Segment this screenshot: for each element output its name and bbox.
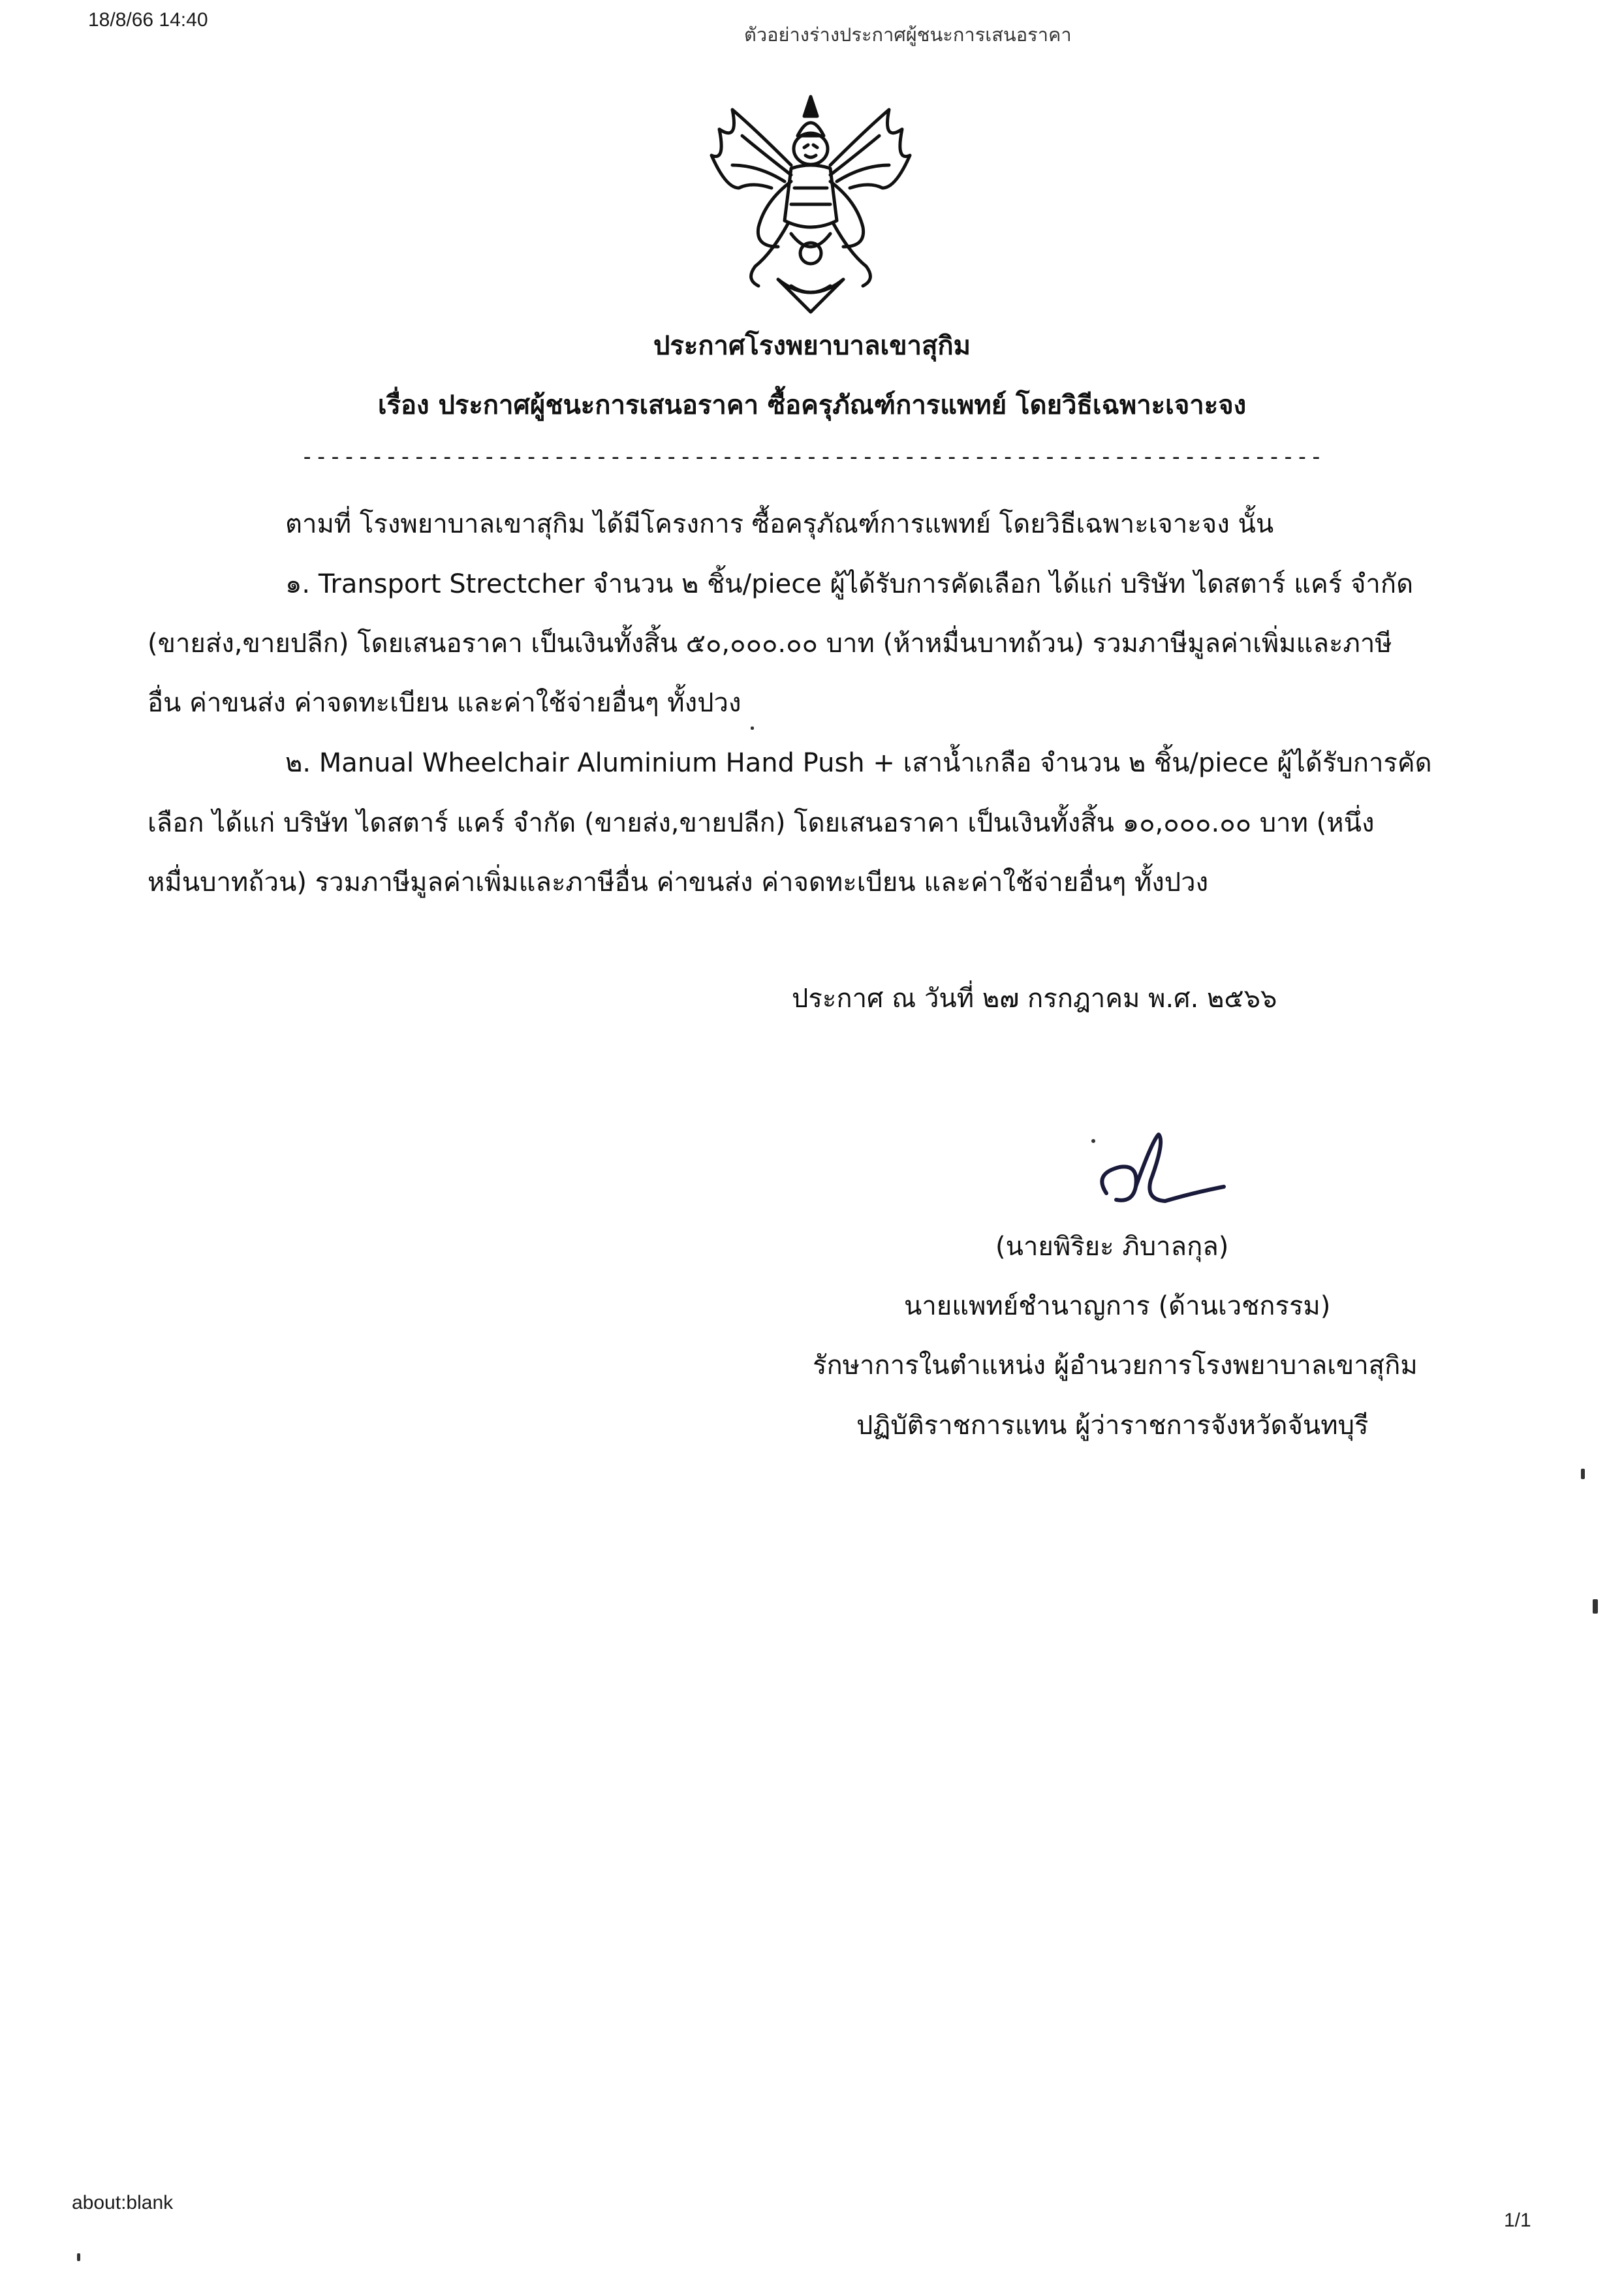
item1-line3: อื่น ค่าขนส่ง ค่าจดทะเบียน และค่าใช้จ่ายอื่นๆ ทั้งปวง	[148, 688, 742, 718]
scan-speck	[751, 727, 754, 730]
print-page-number: 1/1	[1504, 2210, 1531, 2231]
scan-speck	[77, 2253, 80, 2261]
item1-line2: (ขายส่ง,ขายปลีก) โดยเสนอราคา เป็นเงินทั้งสิ้น ๕๐,๐๐๐.๐๐ บาท (ห้าหมื่นบาทถ้วน) รวมภาษีมูลค่าเพิ่มและภาษี	[148, 629, 1392, 659]
signatory-position: นายแพทย์ชำนาญการ (ด้านเวชกรรม)	[904, 1291, 1331, 1321]
signatory-acting-position: รักษาการในตำแหน่ง ผู้อำนวยการโรงพยาบาลเขาสุกิม	[813, 1351, 1418, 1381]
item2-line3: หมื่นบาทถ้วน) รวมภาษีมูลค่าเพิ่มและภาษีอื่น ค่าขนส่ง ค่าจดทะเบียน และค่าใช้จ่ายอื่นๆ ทั้งปวง	[148, 867, 1209, 898]
signatory-on-behalf: ปฏิบัติราชการแทน ผู้ว่าราชการจังหวัดจันทบุรี	[856, 1411, 1369, 1441]
scan-speck	[1581, 1469, 1585, 1479]
signatory-name: (นายพิริยะ ภิบาลกุล)	[995, 1232, 1229, 1262]
announcement-heading: ประกาศโรงพยาบาลเขาสุกิม	[653, 331, 971, 361]
heading-divider: -------------------------------------------------------------------------	[300, 444, 1324, 470]
garuda-emblem-icon	[693, 90, 928, 316]
print-url: about:blank	[72, 2192, 174, 2213]
item1-line1: ๑. Transport Strectcher จำนวน ๒ ชิ้น/piece ผู้ได้รับการคัดเลือก ได้แก่ บริษัท ไดสตาร์ แคร์ จำกัด	[285, 569, 1414, 599]
print-datetime: 18/8/66 14:40	[88, 9, 208, 31]
signature-icon	[1074, 1128, 1237, 1219]
scan-speck	[1593, 1599, 1598, 1614]
intro-paragraph: ตามที่ โรงพยาบาลเขาสุกิม ได้มีโครงการ ซื้อครุภัณฑ์การแพทย์ โดยวิธีเฉพาะเจาะจง นั้น	[285, 509, 1274, 539]
announcement-subject: เรื่อง ประกาศผู้ชนะการเสนอราคา ซื้อครุภัณฑ์การแพทย์ โดยวิธีเฉพาะเจาะจง	[377, 390, 1247, 420]
item2-line2: เลือก ได้แก่ บริษัท ไดสตาร์ แคร์ จำกัด (ขายส่ง,ขายปลีก) โดยเสนอราคา เป็นเงินทั้งสิ้น ๑๐,๐๐๐.๐๐ บาท (หนึ่ง	[148, 808, 1375, 838]
announcement-date: ประกาศ ณ วันที่ ๒๗ กรกฎาคม พ.ศ. ๒๕๖๖	[792, 984, 1277, 1014]
print-title: ตัวอย่างร่างประกาศผู้ชนะการเสนอราคา	[744, 25, 1072, 46]
item2-line1: ๒. Manual Wheelchair Aluminium Hand Push + เสาน้ำเกลือ จำนวน ๒ ชิ้น/piece ผู้ได้รับการคัด	[285, 748, 1432, 778]
